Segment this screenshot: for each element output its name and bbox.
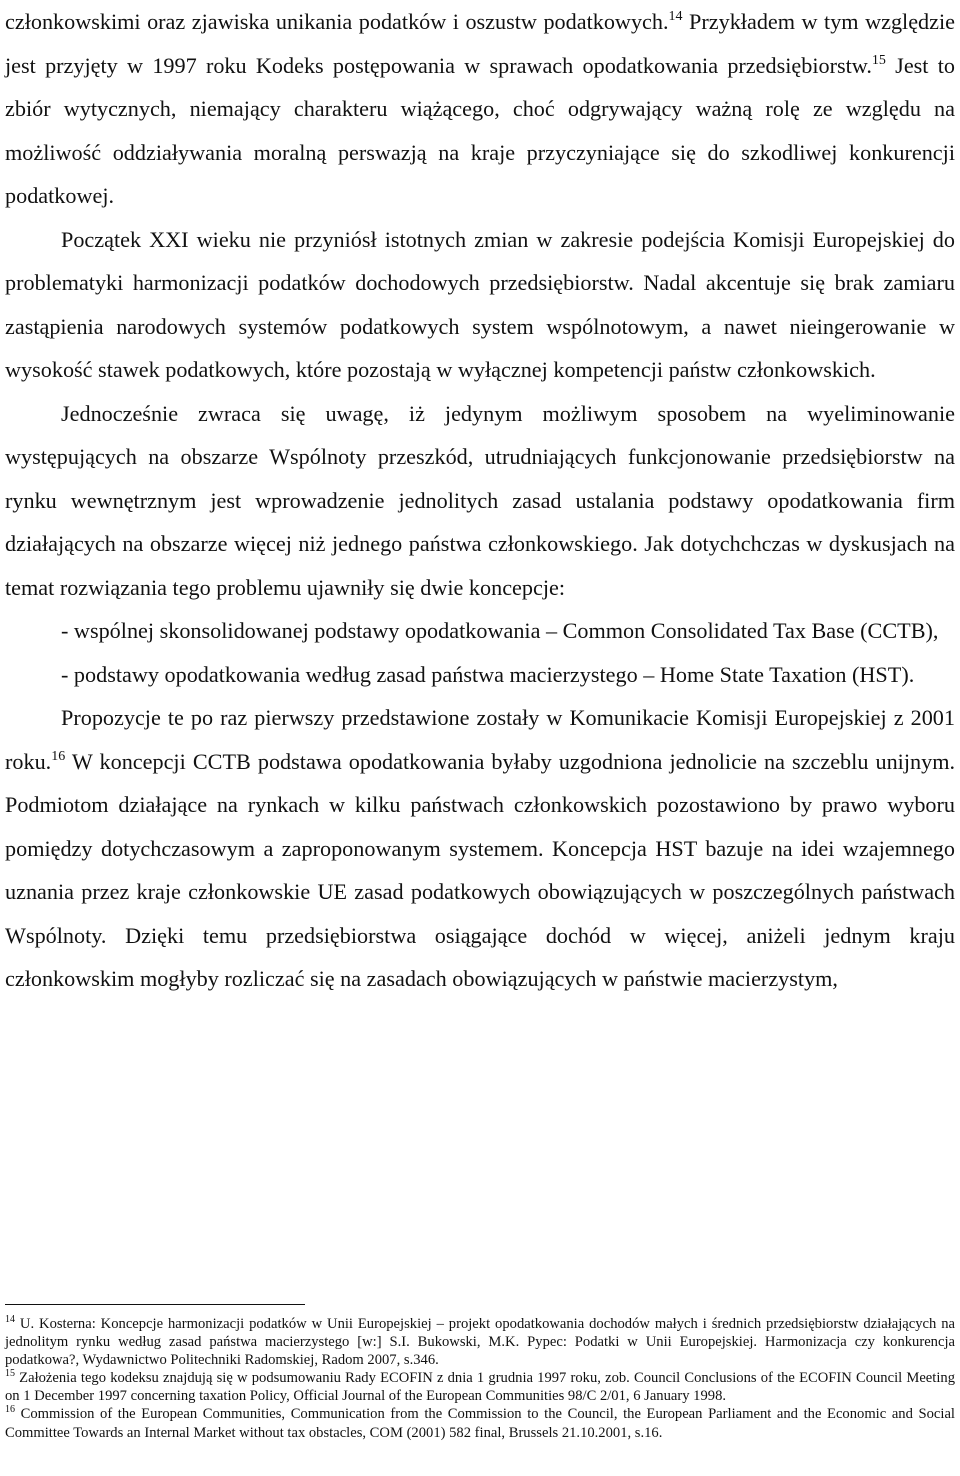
footnote-text: Założenia tego kodeksu znajdują się w podsumowaniu Rady ECOFIN z dnia 1 grudnia 1997 roku, zob. Council Conclusions of the ECOFIN Council Meeting on 1 December 1997 concerning taxation Policy, Official Journal of the European Communities 98/C 2/01, 6 January 1998. xyxy=(5,1370,955,1405)
footnote-14 xyxy=(5,1315,955,1369)
paragraph-4-text-a: Propozycje te po raz pierwszy przedstawione zostały w Komunikacie Komisji Europejskiej z 2001 roku. xyxy=(5,705,955,774)
paragraph-3: Jednocześnie zwraca się uwagę, iż jedynym możliwym sposobem na wyeliminowanie występujących na obszarze Wspólnoty przeszkód, utrudniających funkcjonowanie przedsiębiorstw na rynku wewnętrznym jest wprowadzenie jednolitych zasad ustalania podstawy opodatkowania firm działających na obszarze więcej niż jednego państwa członkowskiego. Jak dotychchczas w dyskusjach na temat rozwiązania tego problemu ujawniły się dwie koncepcje: xyxy=(5,400,955,600)
paragraph-4 xyxy=(5,696,955,1001)
footnote-15 xyxy=(5,1369,955,1405)
footnote-number: 15 xyxy=(5,1368,15,1380)
paragraph-1 xyxy=(5,0,955,218)
footnotes xyxy=(5,1315,955,1442)
paragraph-1-text-a: członkowskimi oraz zjawiska unikania podatków i oszustw podatkowych. xyxy=(5,9,669,34)
paragraph-1-text-c: Jest to zbiór wytycznych, niemający charakteru wiążącego, choć odgrywający ważną rolę ze względu na możliwość oddziaływania moralną perswazją na kraje przyczyniające się do szkodliwej konkurencji podatkowej. xyxy=(5,52,955,208)
paragraph-1-text-b: Przykładem w tym względzie jest przyjęty w 1997 roku Kodeks postępowania w sprawach opodatkowania przedsiębiorstw. xyxy=(5,9,955,78)
paragraph-4-text-b: W koncepcji CCTB podstawa opodatkowania byłaby uzgodniona jednolicie na szczeblu unijnym. Podmiotom działające na rynkach w kilku państwach członkowskich pozostawiono by prawo wyboru pomiędzy dotychczasowym a zaproponowanym systemem. Koncepcja HST bazuje na idei wzajemnego uznania przez kraje członkowskie UE zasad podatkowych obowiązujących w poszczególnych państwach Wspólnoty. Dzięki temu przedsiębiorstwa osiągające dochód w więcej, aniżeli jednym kraju członkowskim mogłyby rozliczać się na zasadach obowiązujących w państwie macierzystym, xyxy=(5,748,955,991)
footnote-number: 14 xyxy=(5,1314,15,1325)
footnote-separator xyxy=(5,1304,305,1305)
footnote-16 xyxy=(5,1405,955,1441)
footnote-number: 16 xyxy=(5,1404,15,1416)
footnote-ref-16[interactable]: 16 xyxy=(51,748,66,764)
footnote-text: U. Kosterna: Koncepcje harmonizacji podatków w Unii Europejskiej – projekt opodatkowania dochodów małych i średnich przedsiębiorstw działających na jednolitym rynku według zasad państwa macierzystego [w:] S.I. Bukowski, M.K. Pypec: Podatki w Unii Europejskiej. Harmonizacja czy konkurencja podatkowa?, Wydawnictwo Politechniki Radomskiej, Radom 2007, s.346. xyxy=(5,1316,955,1369)
body-text xyxy=(5,0,955,1001)
list-item-cctb: - wspólnej skonsolidowanej podstawy opodatkowania – Common Consolidated Tax Base (CCTB), xyxy=(61,618,939,643)
footnote-ref-14[interactable]: 14 xyxy=(668,9,683,24)
footnote-text: Commission of the European Communities, Communication from the Commission to the Council, the European Parliament and the Economic and Social Committee Towards an Internal Market without tax obstacles, COM (2001) 582 final, Brussels 21.10.2001, s.16. xyxy=(5,1406,955,1441)
paragraph-2: Początek XXI wieku nie przyniósł istotnych zmian w zakresie podejścia Komisji Europejskiej do problematyki harmonizacji podatków dochodowych przedsiębiorstw. Nadal akcentuje się brak zamiaru zastąpienia narodowych systemów podatkowych system wspólnotowym, a nawet nieingerowanie w wysokość stawek podatkowych, które pozostają w wyłącznej kompetencji państw członkowskich. xyxy=(5,226,955,382)
footnote-ref-15[interactable]: 15 xyxy=(871,52,886,68)
list-item-hst: - podstawy opodatkowania według zasad państwa macierzystego – Home State Taxation (HST). xyxy=(61,661,915,687)
